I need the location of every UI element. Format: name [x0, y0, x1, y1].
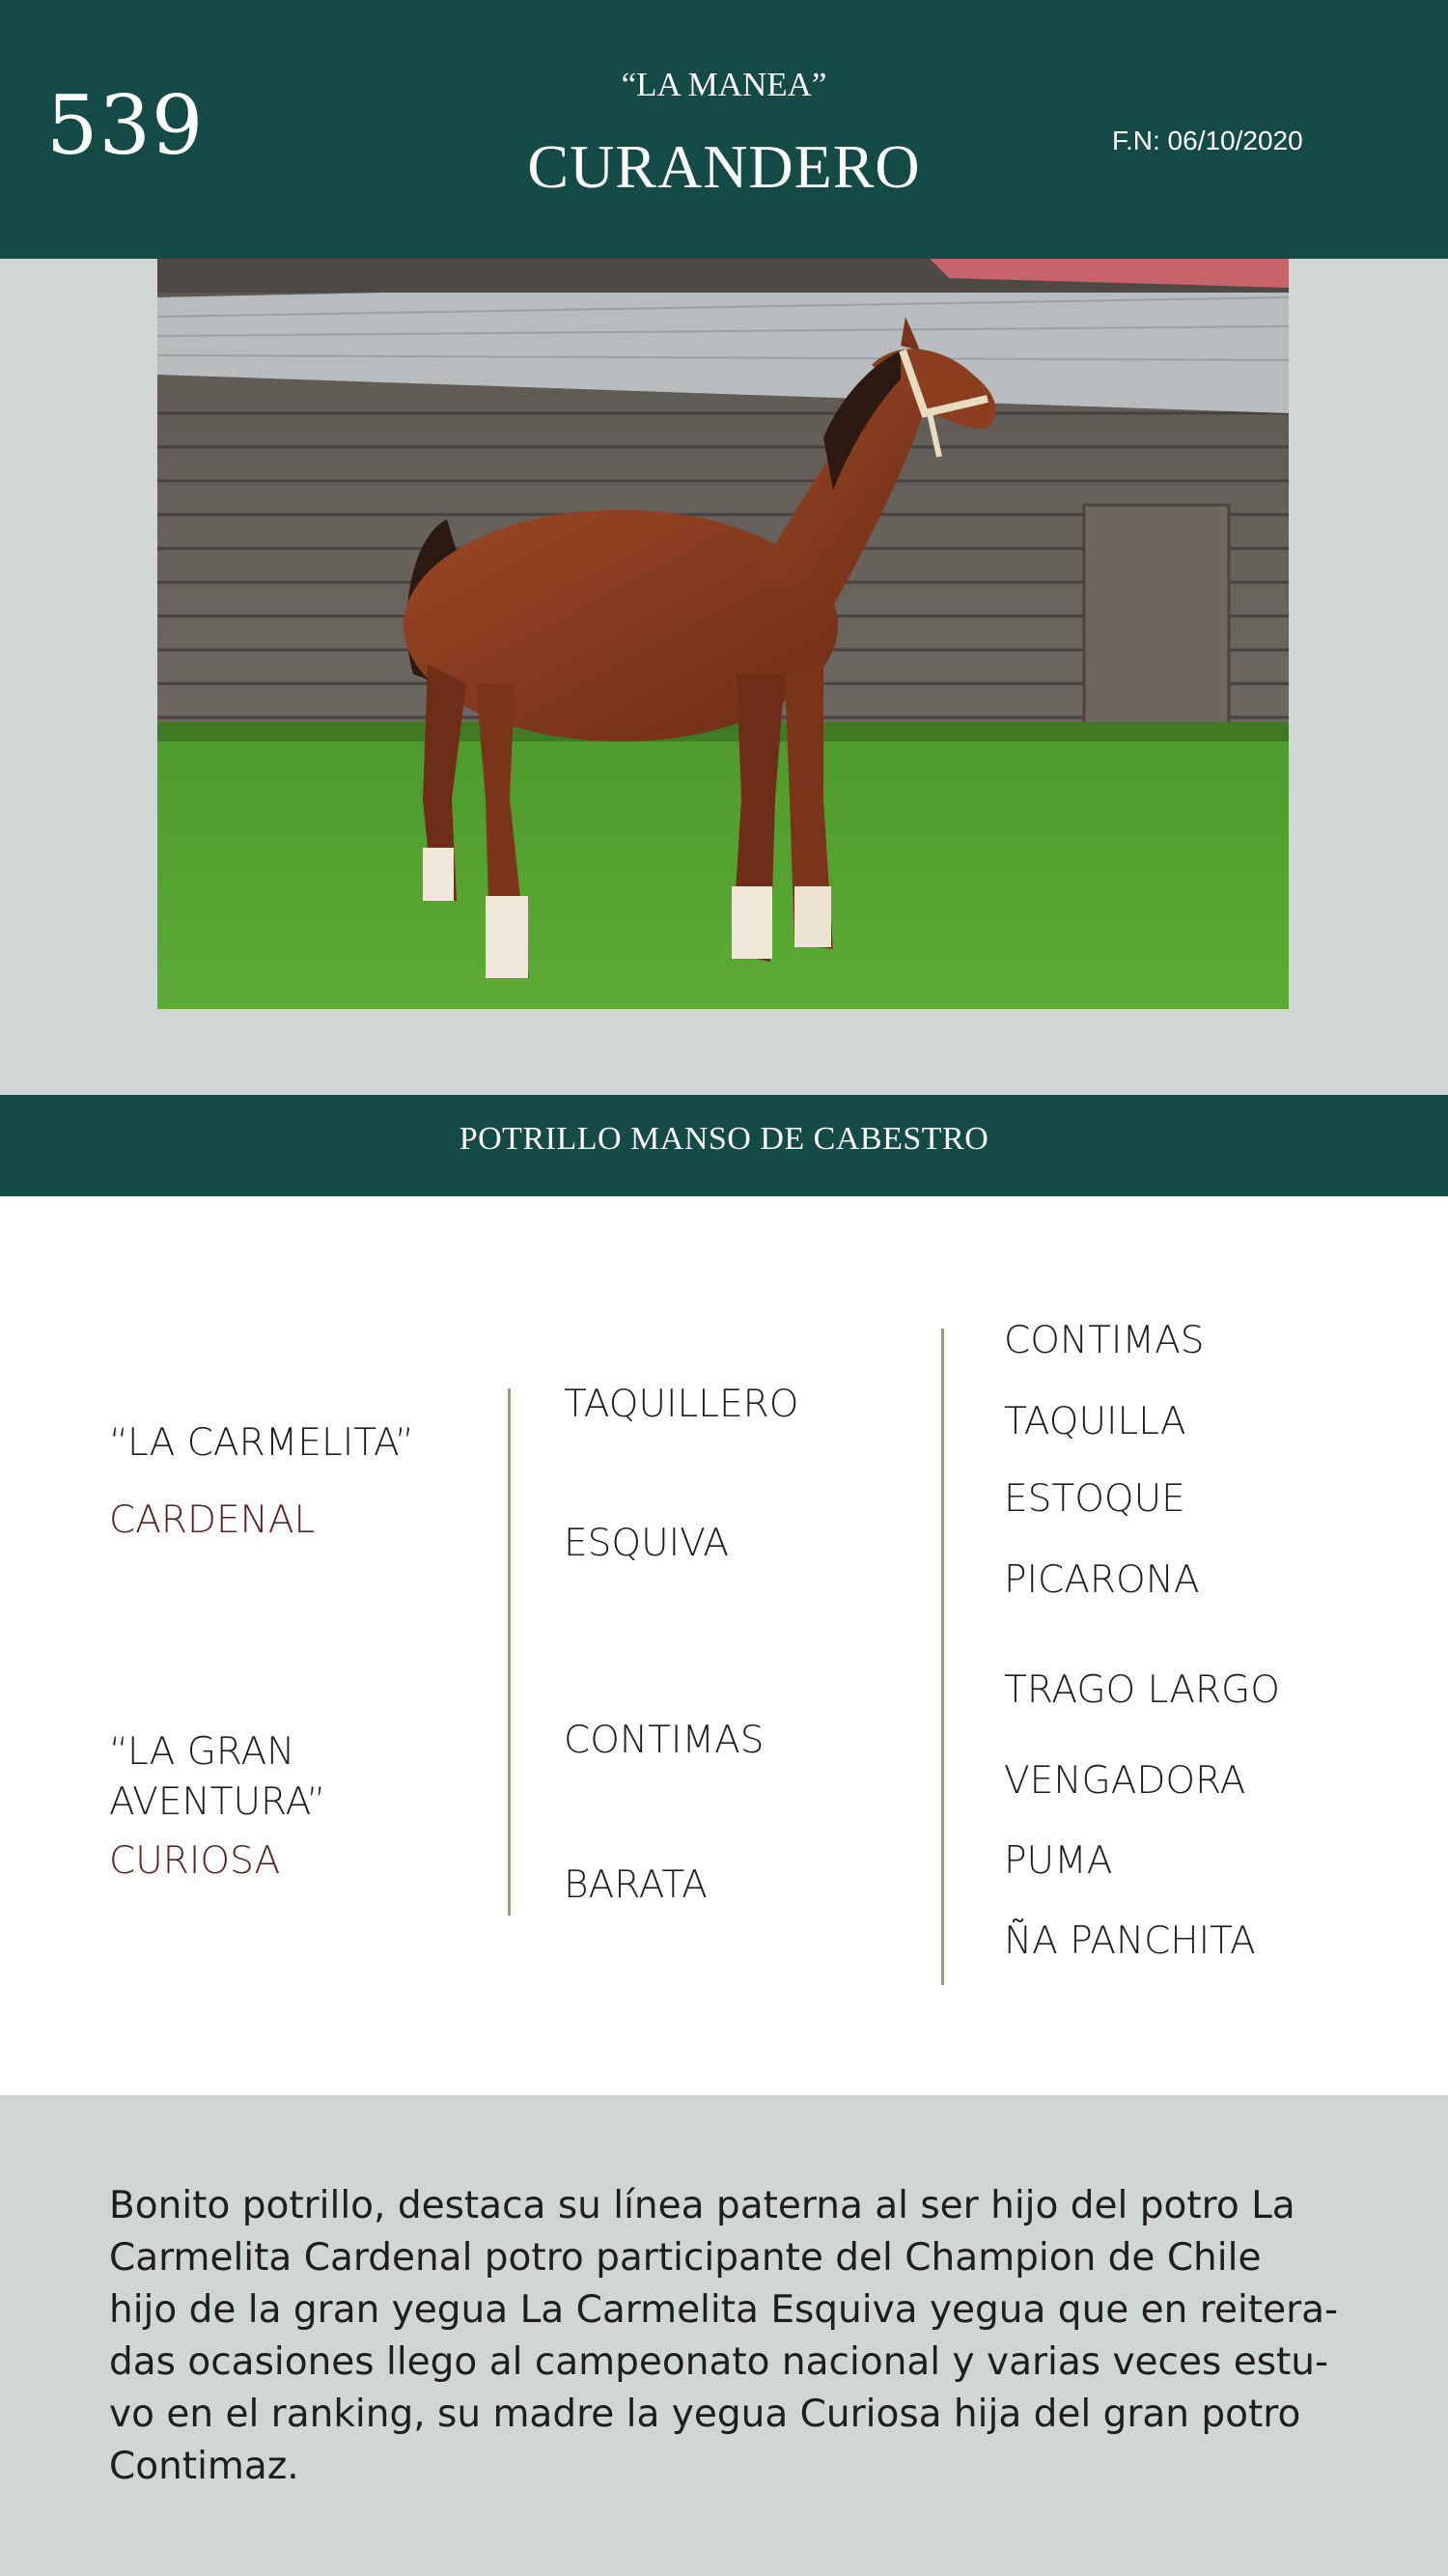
- pedigree-divider: [941, 1329, 944, 1985]
- horse-photo: [157, 259, 1289, 1009]
- dam-prefix-line1: “LA GRAN: [109, 1730, 295, 1774]
- great-grandparent-7: PUMA: [1004, 1839, 1113, 1883]
- description-line: Contimaz.: [109, 2445, 299, 2488]
- description: [109, 2180, 1354, 2493]
- birth-date: F.N: 06/10/2020: [1112, 126, 1303, 155]
- pedigree-divider: [508, 1388, 511, 1916]
- grandparent-2: ESQUIVA: [564, 1522, 730, 1565]
- great-grandparent-4: PICARONA: [1004, 1558, 1200, 1602]
- grandparent-4: BARATA: [564, 1863, 708, 1907]
- grandparent-3: CONTIMAS: [564, 1719, 765, 1762]
- great-grandparent-5: TRAGO LARGO: [1004, 1668, 1280, 1712]
- great-grandparent-6: VENGADORA: [1004, 1759, 1246, 1803]
- description-line: vo en el ranking, su madre la yegua Curiosa hija del gran potro: [109, 2393, 1301, 2436]
- great-grandparent-1: CONTIMAS: [1004, 1319, 1205, 1362]
- great-grandparent-3: ESTOQUE: [1004, 1477, 1185, 1521]
- description-line: das ocasiones llego al campeonato nacional y varias veces estu-: [109, 2340, 1329, 2384]
- grandparent-1: TAQUILLERO: [564, 1383, 799, 1426]
- great-grandparent-8: ÑA PANCHITA: [1004, 1919, 1256, 1963]
- great-grandparent-2: TAQUILLA: [1004, 1400, 1186, 1443]
- horse-prefix: “LA MANEA”: [621, 66, 827, 103]
- dam-name: CURIOSA: [109, 1839, 281, 1883]
- horse-name: CURANDERO: [527, 132, 921, 201]
- category-label: POTRILLO MANSO DE CABESTRO: [459, 1121, 989, 1157]
- sire-name: CARDENAL: [109, 1498, 316, 1542]
- dam-prefix-line2: AVENTURA”: [109, 1780, 326, 1824]
- description-line: Bonito potrillo, destaca su línea paterna al ser hijo del potro La: [109, 2184, 1295, 2227]
- sire-prefix: “LA CARMELITA”: [109, 1421, 415, 1465]
- lot-number: 539: [46, 78, 205, 173]
- description-line: hijo de la gran yegua La Carmelita Esquiva yegua que en reitera-: [109, 2288, 1339, 2332]
- description-line: Carmelita Cardenal potro participante del Champion de Chile: [109, 2236, 1262, 2280]
